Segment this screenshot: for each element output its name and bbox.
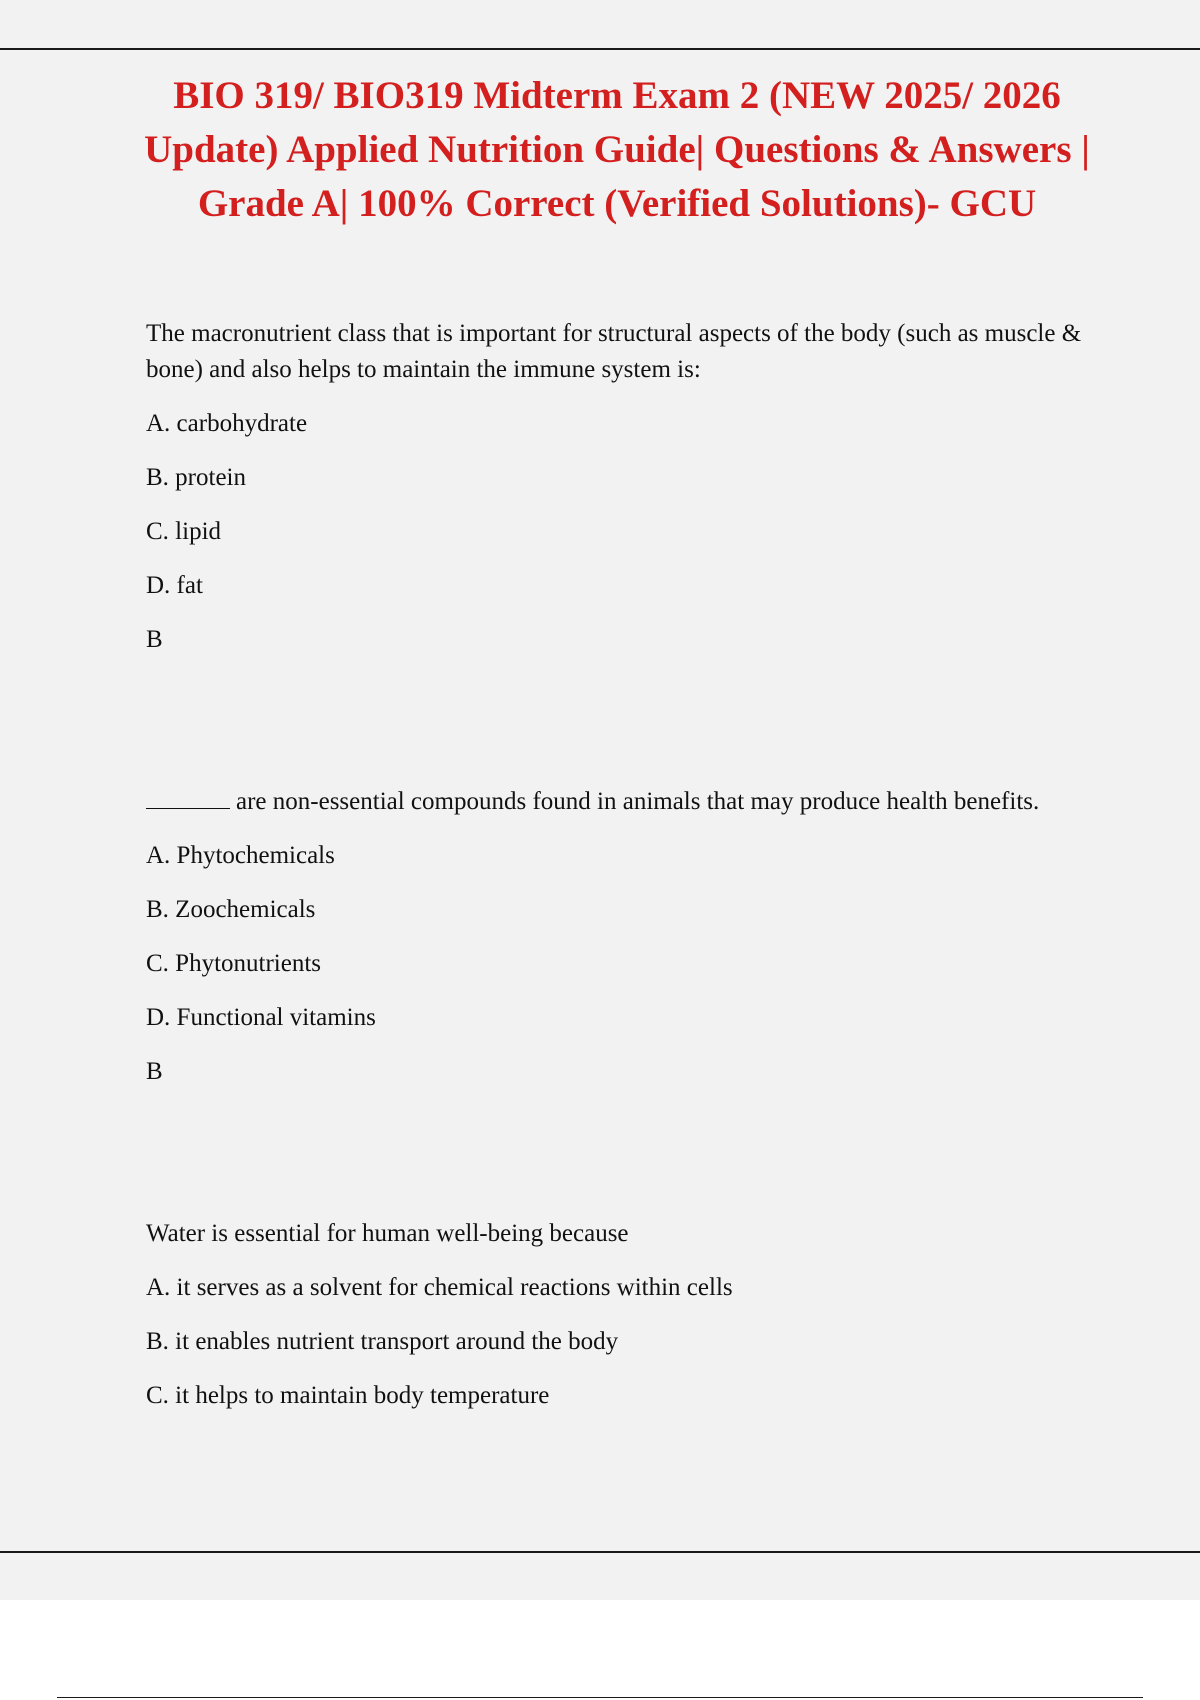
page-end-divider	[0, 1551, 1200, 1553]
answer-options	[146, 406, 1096, 604]
question-1	[146, 316, 1096, 658]
question-stem	[146, 784, 1096, 820]
question-2	[146, 784, 1096, 1090]
question-3	[146, 1216, 1096, 1414]
top-divider	[0, 48, 1200, 50]
answer-key: B	[146, 1058, 163, 1085]
answer-options	[146, 1270, 1096, 1414]
option-c: C. lipid	[146, 518, 222, 545]
option-a: A. carbohydrate	[146, 410, 308, 437]
option-d: D. fat	[146, 572, 203, 599]
option-b: B. it enables nutrient transport around the body	[146, 1328, 619, 1355]
question-list	[146, 316, 1096, 1414]
fill-in-blank	[146, 786, 230, 809]
answer-options	[146, 838, 1096, 1036]
option-b: B. protein	[146, 464, 246, 491]
answer-key: B	[146, 626, 163, 653]
option-a: A. Phytochemicals	[146, 842, 335, 869]
question-stem: Water is essential for human well-being because	[146, 1220, 629, 1247]
option-c: C. Phytonutrients	[146, 950, 322, 977]
option-a: A. it serves as a solvent for chemical reactions within cells	[146, 1274, 733, 1301]
option-d: D. Functional vitamins	[146, 1004, 376, 1031]
option-b: B. Zoochemicals	[146, 896, 316, 923]
next-page-divider	[57, 1697, 1143, 1698]
document-title: BIO 319/ BIO319 Midterm Exam 2 (NEW 2025/ 2026 Update) Applied Nutrition Guide| Questions & Answers | Grade A| 100% Correct (Verified Solutions)- GCU	[144, 74, 1090, 225]
question-stem: The macronutrient class that is important for structural aspects of the body (such as muscle & bone) and also helps to maintain the immune system is:	[146, 320, 1082, 383]
option-c: C. it helps to maintain body temperature	[146, 1382, 550, 1409]
question-stem-text: are non-essential compounds found in animals that may produce health benefits.	[236, 788, 1040, 815]
